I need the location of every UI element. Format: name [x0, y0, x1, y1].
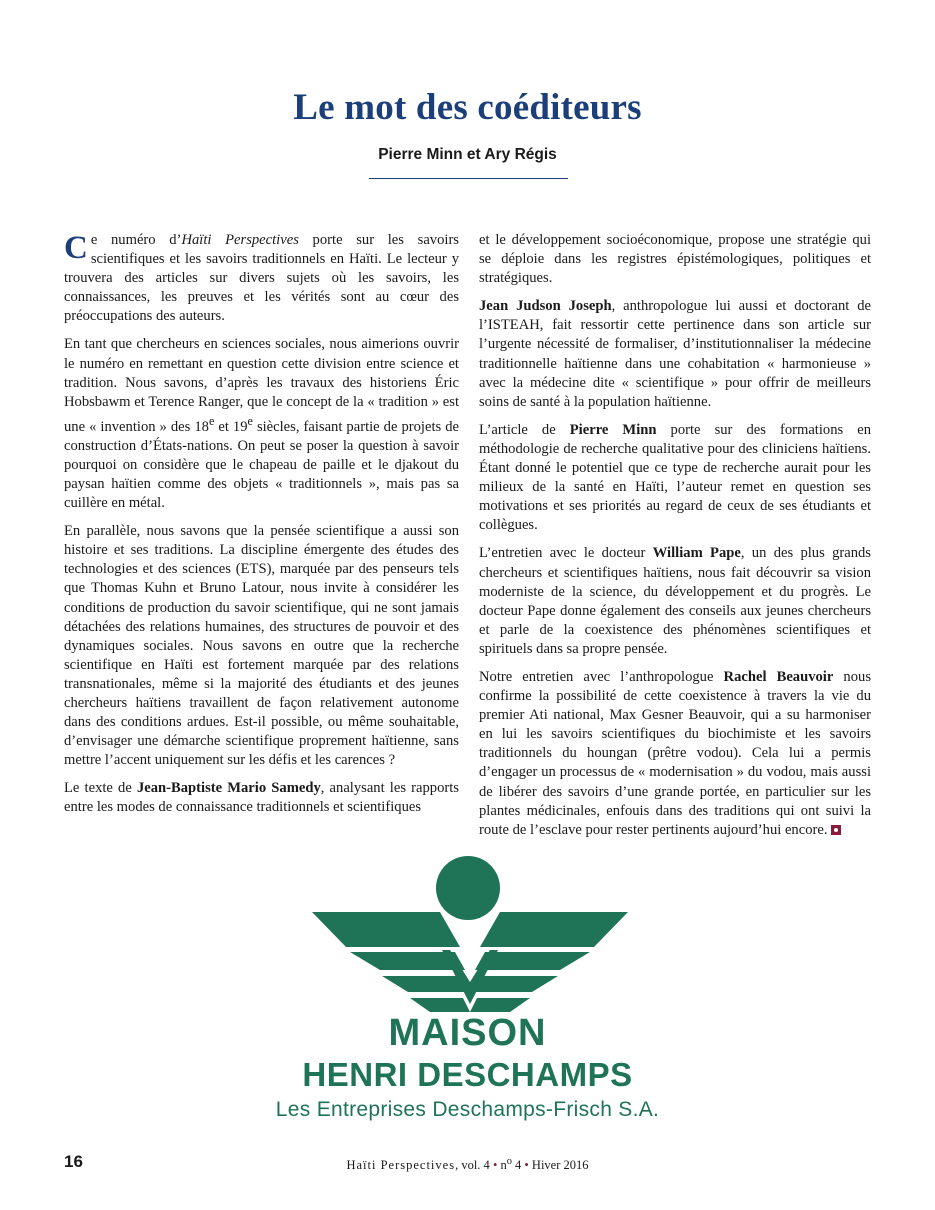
author-name: Rachel Beauvoir	[723, 668, 834, 685]
text-run: siècles, faisant partie de projets de construction d’États-nations. On peut se poser la question à savoir pourquoi on considère que le chapeau de paille et le djakout du paysan haïtien comme des objets « traditionnels », mais pas sa cuillère en métal.	[64, 418, 459, 512]
page-number: 16	[64, 1152, 83, 1171]
author-name: William Pape	[652, 545, 741, 562]
footer-num-val: 4	[511, 1158, 525, 1173]
end-mark-icon	[831, 825, 841, 835]
text-run: , anthropologue lui aussi et doctorant de l’ISTEAH, fait ressortir cette pertinence dans son article sur l’urgente nécessité de formaliser, d’institutionnaliser la médecine traditionnelle haïtienne dans une cohabitation « harmonieuse » avec la médecine dite « scientifique » pour offrir de meilleurs soins de santé à la population haïtienne.	[479, 298, 871, 410]
logo-name-line1: MAISON	[388, 1012, 547, 1054]
superscript: e	[208, 413, 215, 428]
bullet-icon: •	[492, 1158, 498, 1173]
paragraph-samedy	[64, 779, 459, 817]
paragraph-joseph	[479, 297, 871, 412]
article-title: Le mot des coéditeurs	[293, 87, 642, 128]
left-column	[64, 231, 459, 827]
article-authors: Pierre Minn et Ary Régis	[378, 146, 557, 163]
paragraph-pape	[479, 544, 871, 659]
text-run: et 19	[214, 418, 248, 435]
logo-subtitle: Les Entreprises Deschamps-Frisch S.A.	[275, 1098, 660, 1121]
paragraph-intro	[64, 231, 459, 326]
drop-cap: C	[64, 230, 88, 266]
bullet-icon: •	[524, 1158, 529, 1173]
right-column	[479, 231, 871, 849]
running-footer	[0, 1156, 935, 1173]
logo-name-line2: HENRI DESCHAMPS	[302, 1056, 633, 1093]
footer-num: n	[497, 1158, 507, 1173]
author-name: Pierre Minn	[569, 421, 657, 438]
footer-journal: Haïti Perspectives	[346, 1158, 456, 1173]
author-name: Jean-Baptiste Mario Samedy	[136, 780, 321, 797]
text-run: L’article de	[479, 421, 570, 438]
footer-season: Hiver 2016	[528, 1158, 589, 1173]
paragraph-continuation: et le développement socioéconomique, propose une stratégie qui se déploie dans les registres épistémologiques, politiques et stratégiques.	[479, 232, 871, 287]
text-run: nous confirme la possibilité de cette coexistence à travers la vie du premier Ati national, Max Gesner Beauvoir, qui a su harmoniser en lui les savoirs scientifiques du biochimiste et les savoirs traditionnels du houngan (prêtre vodou). Cela lui a permis d’engager un processus de « modernisation » du vodou, mais aussi de libérer des savoirs d’une grande portée, en particulier sur les plantes médicinales, enfouis dans des traditions qui ont suivi la route de l’esclave pour rester pertinents aujourd’hui encore.	[479, 668, 871, 838]
text-run: , un des plus grands chercheurs et scientifiques haïtiens, nous fait découvrir sa vision moderniste de la science, du développement et du progrès. Le docteur Pape donne également des conseils aux jeunes chercheurs et parle de la coexistence des phénomènes scientifiques et spirituels dans sa propre pensée.	[479, 545, 871, 657]
text-run: L’entretien avec le docteur	[479, 545, 653, 562]
text-run: Notre entretien avec l’anthropologue	[479, 668, 724, 685]
footer-num-sup: o	[506, 1156, 512, 1167]
author-name: Jean Judson Joseph	[479, 298, 612, 315]
paragraph-tradition	[64, 335, 459, 513]
paragraph-minn	[479, 421, 871, 536]
paragraph-beauvoir	[479, 668, 871, 840]
text-run: porte sur les savoirs scientifiques et les savoirs traditionnels en Haïti. Le lecteur y trouvera des articles sur divers sujets où les savoirs, les connaissances, les preuves et les vérités sont au cœur des préoccupations des auteurs.	[64, 232, 459, 325]
text-run: Le texte de	[64, 780, 137, 797]
text-run: , analysant les rapports entre les modes de connaissance traditionnels et scientifiques	[64, 780, 459, 816]
title-divider	[369, 178, 568, 179]
journal-name: Haïti Perspectives	[181, 232, 299, 248]
paragraph-science: En parallèle, nous savons que la pensée scientifique a aussi son histoire et ses traditions. La discipline émergente des études des technologies et des sciences (ETS), marquée par des penseurs tels que Thomas Kuhn et Bruno Latour, nous invite à considérer les conditions de production du savoir scientifique, qui ne sont jamais détachées des relations humaines, des structures de pouvoir et des dynamiques sociales. Nous savons en outre que la recherche scientifique en Haïti est fortement marquée par des relations transnationales, même si la majorité des étudiants et des jeunes chercheurs haïtiens travaillent de façon relativement autonome dans des conditions ardues. Est-il possible, ou même souhaitable, d’envisager une démarche scientifique proprement haïtienne, sans mettre l’accent uniquement sur les défis et les carences ?	[64, 523, 459, 769]
footer-vol: , vol. 4	[455, 1158, 493, 1173]
text-run: En tant que chercheurs en sciences sociales, nous aimerions ouvrir le numéro en remettant en question cette division entre science et tradition. Nous savons, d’après les travaux des historiens Éric Hobsbawm et Terence Ranger, que le concept de la « tradition » est une « invention » des 18	[64, 336, 459, 435]
text-run: e numéro d’	[90, 232, 182, 248]
superscript: e	[247, 413, 253, 428]
text-run: porte sur des formations en méthodologie de recherche qualitative pour des cliniciens haïtiens. Étant donné le potentiel que ce type de recherche aurait pour les milieux de la santé en Haïti, l’auteur remet en question ses motivations et ses priorités au regard de ceux de ses étudiants et collègues.	[479, 421, 872, 534]
